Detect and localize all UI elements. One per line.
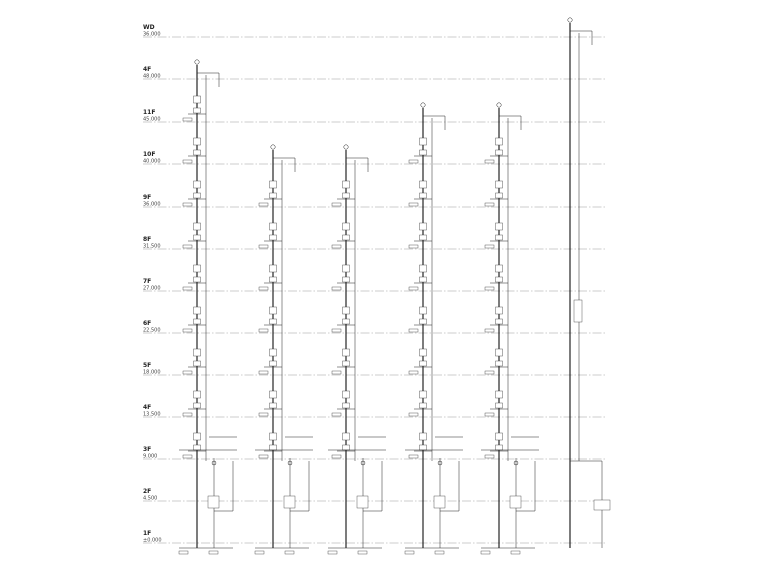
pipe-size-tag	[194, 433, 201, 440]
pipe-size-tag	[194, 361, 201, 366]
floor-name: 8F	[143, 236, 152, 243]
pipe-size-tag	[496, 433, 503, 440]
vent-cap-icon	[195, 60, 199, 64]
outlet-tag	[358, 551, 367, 554]
outlet-tag	[179, 551, 188, 554]
pipe-size-tag	[270, 403, 277, 408]
floor-elevation: 31.500	[143, 243, 161, 250]
floor-elevation: 40.000	[143, 158, 161, 165]
floor-elevation: 9.000	[143, 453, 158, 460]
level-tag	[409, 413, 418, 416]
pipe-size-tag	[496, 361, 503, 366]
outlet-tag	[481, 551, 490, 554]
floor-name: WD	[143, 24, 155, 31]
level-tag	[485, 203, 494, 206]
floor-elevation: 13.500	[143, 411, 161, 418]
floor-name: 3F	[143, 446, 152, 453]
vent-cap-icon	[421, 103, 425, 107]
level-tag	[183, 160, 192, 163]
outlet-tag	[255, 551, 264, 554]
riser-4	[405, 103, 463, 554]
floor-elevation: 45.000	[143, 116, 161, 123]
outlet-tag	[285, 551, 294, 554]
pipe-size-tag	[496, 138, 503, 145]
pipe-size-tag	[420, 138, 427, 145]
pipe-size-tag	[496, 391, 503, 398]
level-tag	[259, 455, 268, 458]
pipe-size-tag	[194, 403, 201, 408]
floor-levels	[143, 24, 605, 544]
pipe-size-tag	[496, 349, 503, 356]
riser-3	[328, 145, 386, 554]
level-tag	[332, 203, 341, 206]
riser-6	[568, 18, 610, 548]
level-tag	[259, 371, 268, 374]
level-tag	[409, 245, 418, 248]
pipe-size-tag	[194, 223, 201, 230]
pipe-size-tag	[343, 265, 350, 272]
pipe-size-tag	[270, 223, 277, 230]
pipe-size-tag	[270, 349, 277, 356]
level-tag	[332, 245, 341, 248]
floor-elevation: 48.000	[143, 73, 161, 80]
pipe-size-tag	[420, 433, 427, 440]
level-tag	[485, 413, 494, 416]
fixture-box	[510, 496, 521, 508]
pipe-size-tag	[343, 349, 350, 356]
level-tag	[332, 371, 341, 374]
pipe-size-tag	[194, 319, 201, 324]
level-tag	[409, 160, 418, 163]
pipe-size-tag	[194, 96, 201, 103]
level-tag	[485, 287, 494, 290]
pipe-size-tag	[270, 445, 277, 450]
vent-cap-icon	[568, 18, 572, 22]
fixture-box	[594, 500, 610, 510]
pipe-size-tag	[420, 235, 427, 240]
outlet-tag	[328, 551, 337, 554]
pipe-size-tag	[270, 391, 277, 398]
riser-2	[255, 145, 313, 554]
pipe-size-tag	[270, 193, 277, 198]
vent-cap-icon	[344, 145, 348, 149]
pipe-size-tag	[420, 223, 427, 230]
floor-name: 6F	[143, 320, 152, 327]
pipe-size-tag	[343, 403, 350, 408]
pipe-size-tag	[496, 403, 503, 408]
level-tag	[409, 287, 418, 290]
level-tag	[332, 287, 341, 290]
floor-name: 1F	[143, 530, 152, 537]
floor-name: 4F	[143, 404, 152, 411]
level-tag	[332, 455, 341, 458]
pipe-size-tag	[496, 307, 503, 314]
pipe-size-tag	[496, 223, 503, 230]
pipe-size-tag	[496, 319, 503, 324]
pipe-size-tag	[194, 235, 201, 240]
level-tag	[183, 245, 192, 248]
pipe-size-tag	[420, 277, 427, 282]
pipe-size-tag	[496, 235, 503, 240]
pipe-size-tag	[420, 193, 427, 198]
outlet-tag	[405, 551, 414, 554]
floor-elevation: 36.000	[143, 31, 161, 38]
pipe-size-tag	[194, 138, 201, 145]
riser-1	[179, 60, 237, 554]
pipe-size-tag	[194, 307, 201, 314]
floor-name: 10F	[143, 151, 156, 158]
floor-name: 11F	[143, 109, 156, 116]
riser-5	[481, 103, 539, 554]
level-tag	[259, 245, 268, 248]
pipe-size-tag	[496, 193, 503, 198]
level-tag	[183, 455, 192, 458]
pipe-size-tag	[270, 307, 277, 314]
floor-elevation: 27.000	[143, 285, 161, 292]
pipe-size-tag	[270, 181, 277, 188]
level-tag	[485, 455, 494, 458]
pipe-size-tag	[194, 445, 201, 450]
level-tag	[183, 371, 192, 374]
outlet-tag	[209, 551, 218, 554]
level-tag	[183, 329, 192, 332]
level-tag	[332, 329, 341, 332]
level-tag	[485, 245, 494, 248]
floor-name: 4F	[143, 66, 152, 73]
pipe-size-tag	[270, 319, 277, 324]
level-tag	[485, 329, 494, 332]
level-tag	[409, 371, 418, 374]
pipe-size-tag	[194, 391, 201, 398]
pipe-size-tag	[343, 319, 350, 324]
level-tag	[409, 329, 418, 332]
pipe-size-tag	[343, 181, 350, 188]
pipe-size-tag	[420, 265, 427, 272]
floor-elevation: 4.500	[143, 495, 158, 502]
floor-elevation: 36.000	[143, 201, 161, 208]
pipe-size-tag	[194, 265, 201, 272]
pipe-size-tag	[420, 319, 427, 324]
pipe-size-tag	[496, 265, 503, 272]
pipe-size-tag	[270, 235, 277, 240]
level-tag	[409, 455, 418, 458]
pipe-size-tag	[343, 277, 350, 282]
pipe-size-tag	[343, 307, 350, 314]
fixture-box	[357, 496, 368, 508]
pipe-size-tag	[420, 361, 427, 366]
level-tag	[259, 287, 268, 290]
outlet-tag	[511, 551, 520, 554]
pipe-size-tag	[343, 445, 350, 450]
pipe-size-tag	[194, 108, 201, 113]
riser-group	[179, 18, 610, 554]
level-tag	[259, 413, 268, 416]
floor-name: 7F	[143, 278, 152, 285]
pipe-size-tag	[343, 433, 350, 440]
pipe-size-tag	[496, 150, 503, 155]
level-tag	[183, 203, 192, 206]
pipe-size-tag	[343, 223, 350, 230]
pipe-size-tag	[194, 150, 201, 155]
vent-cap-icon	[271, 145, 275, 149]
level-tag	[485, 160, 494, 163]
fixture-box	[434, 496, 445, 508]
floor-elevation: ±0.000	[143, 537, 162, 544]
pipe-size-tag	[343, 235, 350, 240]
pipe-size-tag	[194, 349, 201, 356]
pipe-size-tag	[270, 277, 277, 282]
level-tag	[259, 203, 268, 206]
floor-name: 5F	[143, 362, 152, 369]
pipe-size-tag	[420, 181, 427, 188]
pipe-size-tag	[420, 445, 427, 450]
floor-elevation: 22.500	[143, 327, 161, 334]
fixture-box	[208, 496, 219, 508]
pipe-size-tag	[343, 193, 350, 198]
outlet-tag	[435, 551, 444, 554]
pipe-size-tag	[270, 433, 277, 440]
floor-name: 2F	[143, 488, 152, 495]
pipe-size-tag	[270, 265, 277, 272]
level-tag	[409, 203, 418, 206]
pipe-size-tag	[420, 349, 427, 356]
pipe-size-tag	[194, 277, 201, 282]
pipe-size-tag	[496, 445, 503, 450]
floor-elevation: 18.000	[143, 369, 161, 376]
floor-name: 9F	[143, 194, 152, 201]
pipe-size-tag	[420, 391, 427, 398]
level-tag	[183, 413, 192, 416]
pipe-size-tag	[343, 361, 350, 366]
fixture-box	[284, 496, 295, 508]
level-tag	[259, 329, 268, 332]
pipe-size-tag	[420, 403, 427, 408]
pipe-size-tag	[194, 193, 201, 198]
pipe-size-tag	[420, 307, 427, 314]
pipe-size-tag	[194, 181, 201, 188]
level-tag	[485, 371, 494, 374]
vent-cap-icon	[497, 103, 501, 107]
pipe-size-tag	[420, 150, 427, 155]
level-tag	[332, 413, 341, 416]
pipe-size-tag	[343, 391, 350, 398]
pipe-size-tag	[496, 181, 503, 188]
level-tag	[183, 118, 192, 121]
pipe-size-tag	[270, 361, 277, 366]
pipe-size-tag	[496, 277, 503, 282]
riser-tag	[574, 300, 582, 322]
level-tag	[183, 287, 192, 290]
